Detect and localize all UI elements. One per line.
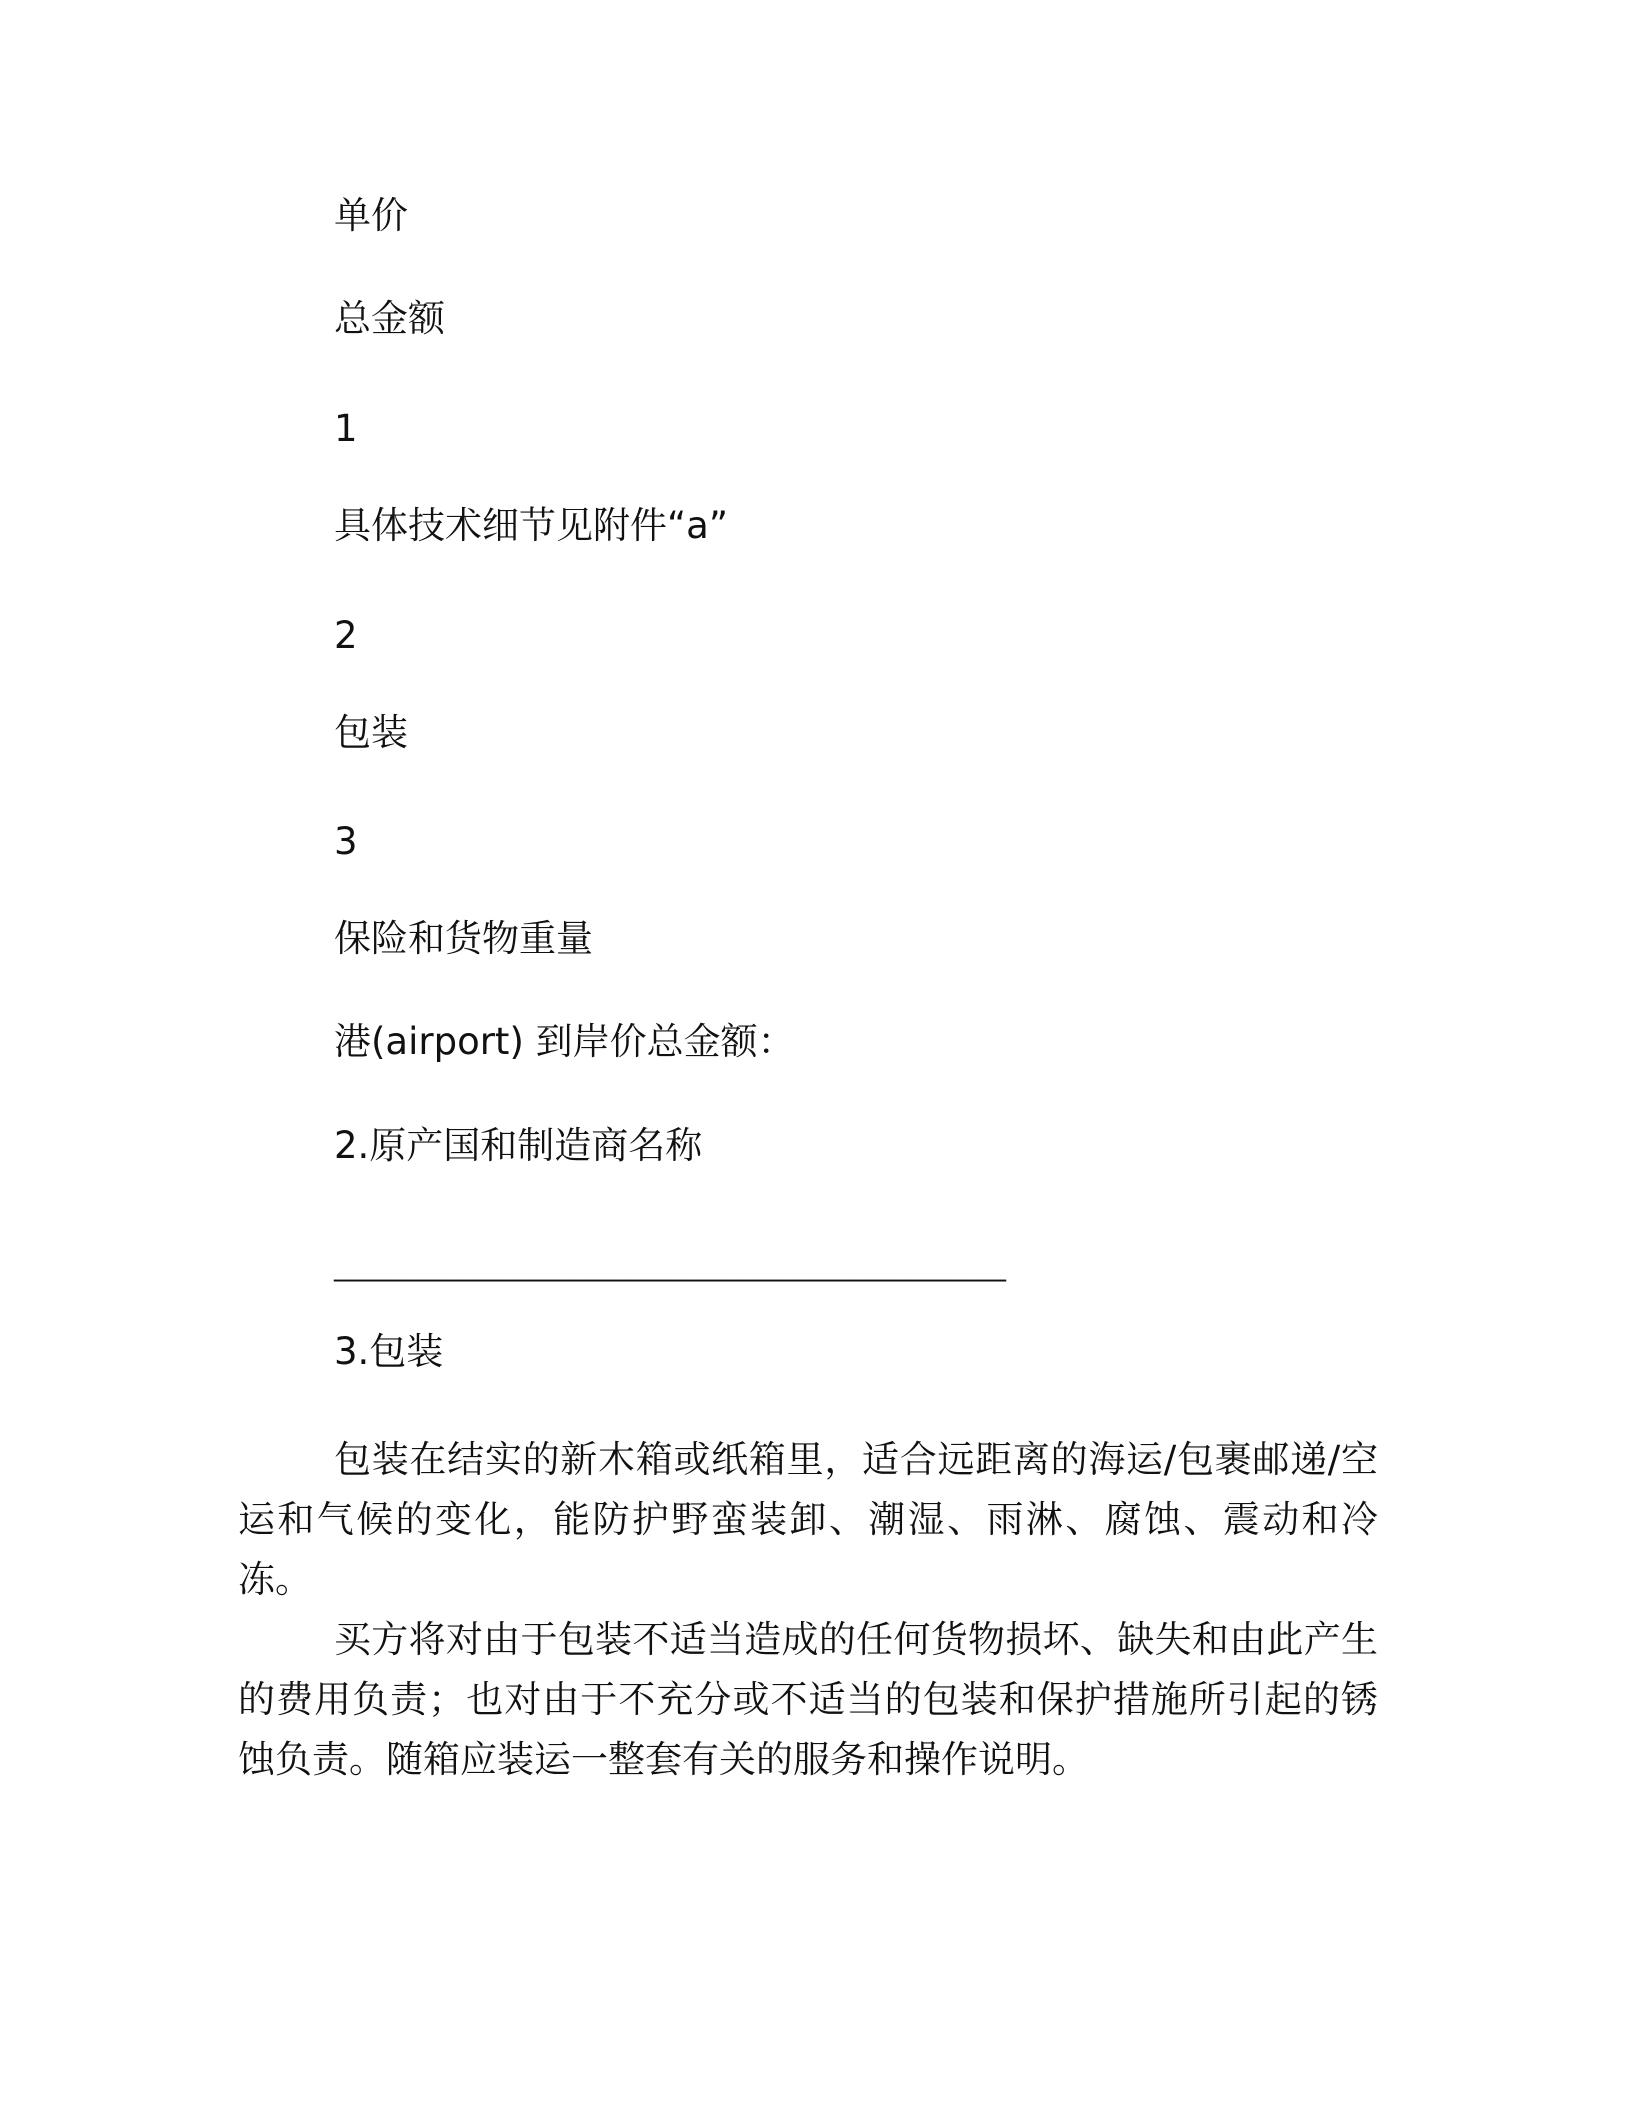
label-unit-price: 单价: [334, 194, 408, 237]
blank-underline: ________________________________________________: [334, 1249, 1006, 1282]
section-heading-packaging: 3.包装: [334, 1330, 444, 1373]
item-number-3: 3: [334, 820, 358, 863]
buyer-responsibility-paragraph: 买方将对由于包装不适当造成的任何货物损坏、缺失和由此产生的费用负责；也对由于不充分或不适当的包装和保护措施所引起的锈蚀负责。随箱应装运一整套有关的服务和操作说明。: [238, 1618, 1378, 1781]
item-number-2: 2: [334, 614, 358, 657]
packaging-paragraph: 包装在结实的新木箱或纸箱里，适合远距离的海运/包裹邮递/空运和气候的变化，能防护野蛮装卸、潮湿、雨淋、腐蚀、震动和冷冻。: [238, 1438, 1378, 1601]
technical-details-line: 具体技术细节见附件“a”: [334, 504, 729, 547]
label-total-amount: 总金额: [334, 297, 445, 340]
item-number-1: 1: [334, 407, 358, 450]
insurance-weight-label: 保险和货物重量: [334, 917, 593, 960]
packaging-label: 包装: [334, 711, 408, 754]
section-heading-origin-manufacturer: 2.原产国和制造商名称: [334, 1124, 703, 1167]
cif-total-amount-label: 港(airport) 到岸价总金额：: [334, 1020, 795, 1063]
